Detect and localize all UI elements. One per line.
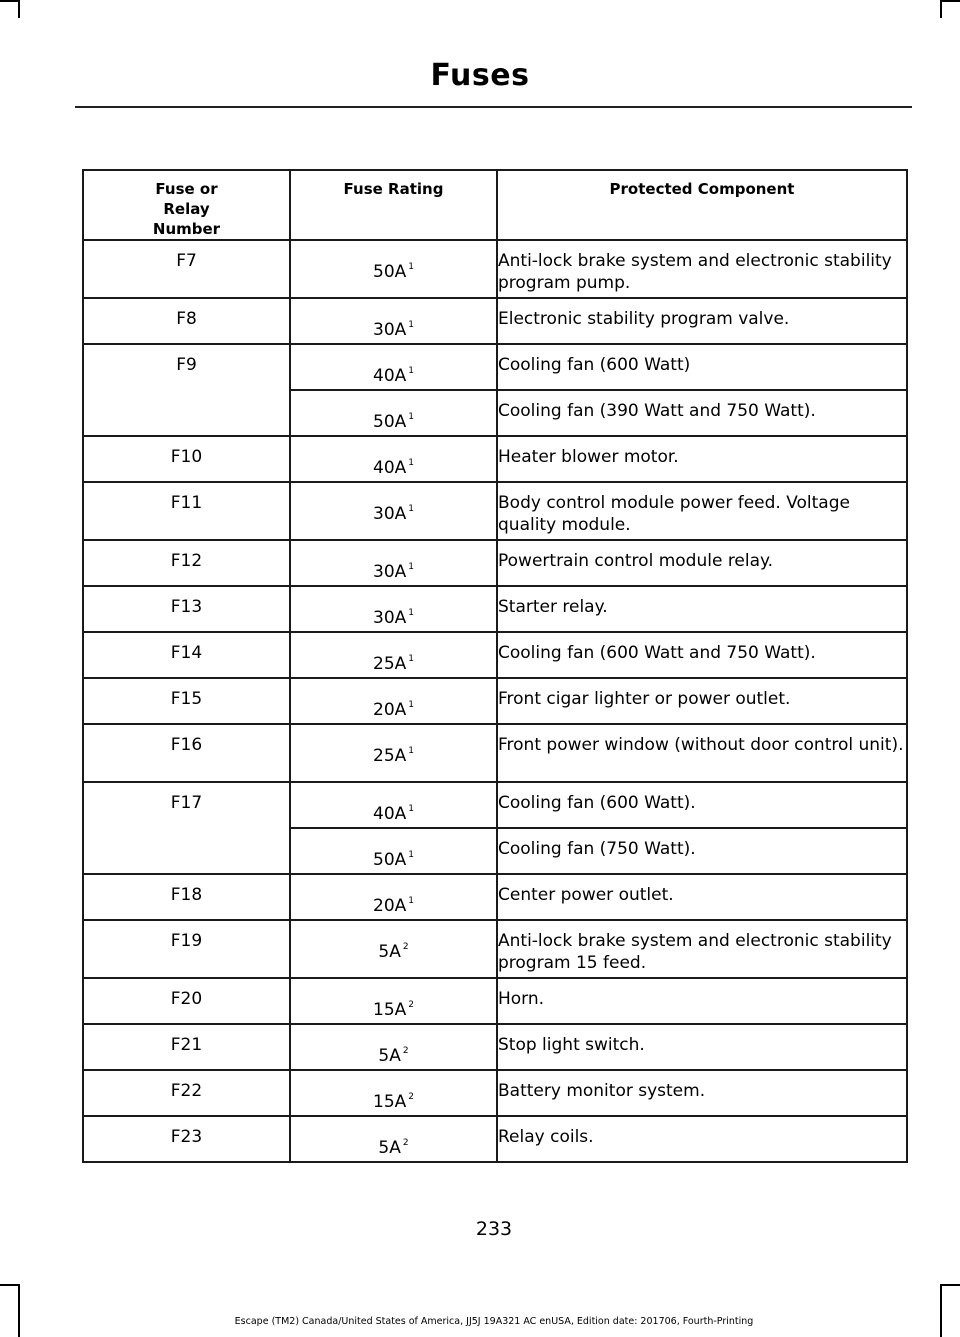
fuse-number-cell	[83, 344, 290, 436]
protected-component-cell	[497, 1024, 907, 1070]
table-row	[83, 1070, 907, 1116]
fuse-table	[82, 169, 908, 1163]
footnote-marker: 1	[408, 746, 414, 756]
fuse-rating: 40A	[373, 366, 407, 386]
fuse-number: F9	[176, 355, 197, 375]
protected-component-cell	[497, 874, 907, 920]
footnote-marker: 2	[408, 1000, 414, 1010]
fuse-rating: 50A	[373, 262, 407, 282]
footnote-marker: 1	[408, 504, 414, 514]
crop-mark	[940, 1284, 942, 1337]
crop-mark	[942, 1284, 960, 1286]
fuse-rating: 20A	[373, 700, 407, 720]
table-row	[83, 482, 907, 540]
crop-mark	[942, 0, 960, 2]
crop-mark	[0, 0, 18, 2]
page-number: 233	[475, 1218, 513, 1240]
table-row	[83, 1116, 907, 1162]
fuse-rating: 40A	[373, 458, 407, 478]
page-title: Fuses	[430, 58, 530, 93]
fuse-number: F15	[170, 689, 203, 709]
fuse-rating: 50A	[373, 412, 407, 432]
fuse-number: F7	[176, 251, 197, 271]
fuse-number: F22	[170, 1081, 203, 1101]
fuse-number-cell	[83, 632, 290, 678]
protected-component-cell	[497, 782, 907, 828]
footnote-marker: 1	[408, 320, 414, 330]
protected-component-cell	[497, 724, 907, 782]
protected-component-cell	[497, 344, 907, 390]
protected-component: Horn.	[498, 989, 545, 1009]
protected-component-cell	[497, 1116, 907, 1162]
fuse-rating: 30A	[373, 562, 407, 582]
table-row	[83, 344, 907, 390]
fuse-number: F8	[176, 309, 197, 329]
fuse-number: F18	[170, 885, 203, 905]
fuse-rating: 30A	[373, 608, 407, 628]
protected-component: Cooling fan (600 Watt and 750 Watt).	[498, 643, 816, 663]
fuse-number: F14	[170, 643, 203, 663]
table-row	[83, 724, 907, 782]
title-divider	[75, 106, 912, 108]
crop-mark	[0, 1284, 18, 1286]
protected-component: Battery monitor system.	[498, 1081, 706, 1101]
footer-edition-info: Escape (TM2) Canada/United States of America, JJ5J 19A321 AC enUSA, Edition date: 201706, Fourth-Printing	[234, 1316, 754, 1327]
fuse-number: F20	[170, 989, 203, 1009]
table-row	[83, 586, 907, 632]
fuse-number: F12	[170, 551, 203, 571]
fuse-rating: 15A	[373, 1092, 407, 1112]
protected-component: Cooling fan (600 Watt)	[498, 355, 691, 375]
fuse-rating: 30A	[373, 504, 407, 524]
table-row	[83, 298, 907, 344]
fuse-rating-cell	[290, 390, 497, 436]
footnote-marker: 2	[402, 1138, 409, 1148]
footnote-marker: 2	[402, 942, 409, 952]
table-row	[83, 678, 907, 724]
protected-component-cell	[497, 632, 907, 678]
fuse-number-cell	[83, 540, 290, 586]
fuse-rating-cell	[290, 240, 497, 298]
crop-mark	[940, 0, 942, 18]
protected-component: Powertrain control module relay.	[498, 551, 774, 571]
protected-component-cell	[497, 540, 907, 586]
fuse-rating-cell	[290, 1116, 497, 1162]
table-row	[83, 782, 907, 828]
fuse-rating: 15A	[373, 1000, 407, 1020]
footnote-marker: 1	[408, 654, 414, 664]
table-row	[83, 240, 907, 298]
protected-component: Body control module power feed. Voltage quality module.	[498, 493, 850, 535]
fuse-number-cell	[83, 240, 290, 298]
fuse-rating: 30A	[373, 320, 407, 340]
table-row	[83, 874, 907, 920]
fuse-number: F19	[170, 931, 203, 951]
fuse-rating: 5A	[378, 1046, 401, 1066]
protected-component: Heater blower motor.	[498, 447, 679, 467]
fuse-rating: 20A	[373, 896, 407, 916]
fuse-rating-cell	[290, 540, 497, 586]
fuse-number: F17	[170, 793, 203, 813]
footnote-marker: 1	[408, 562, 414, 572]
protected-component-cell	[497, 828, 907, 874]
table-header-row	[83, 170, 907, 240]
footnote-marker: 1	[408, 608, 414, 618]
fuse-rating: 40A	[373, 804, 407, 824]
table-row	[83, 1024, 907, 1070]
fuse-number-cell	[83, 678, 290, 724]
footnote-marker: 1	[408, 896, 414, 906]
protected-component-cell	[497, 436, 907, 482]
fuse-number: F21	[170, 1035, 203, 1055]
protected-component: Starter relay.	[498, 597, 608, 617]
fuse-number-cell	[83, 874, 290, 920]
protected-component: Anti-lock brake system and electronic stability program pump.	[498, 251, 892, 293]
table-row	[83, 920, 907, 978]
protected-component-cell	[497, 240, 907, 298]
fuse-number-cell	[83, 1070, 290, 1116]
footnote-marker: 1	[408, 804, 414, 814]
footnote-marker: 1	[408, 412, 414, 422]
protected-component: Stop light switch.	[498, 1035, 645, 1055]
fuse-rating-cell	[290, 482, 497, 540]
fuse-number-cell	[83, 978, 290, 1024]
footnote-marker: 1	[408, 700, 414, 710]
header-fuse-number: Fuse or Relay Number	[83, 170, 290, 240]
fuse-number-cell	[83, 724, 290, 782]
fuse-rating: 50A	[373, 850, 407, 870]
header-fuse-rating: Fuse Rating	[290, 170, 497, 240]
fuse-rating-cell	[290, 436, 497, 482]
protected-component-cell	[497, 298, 907, 344]
protected-component: Relay coils.	[498, 1127, 594, 1147]
fuse-rating-cell	[290, 1024, 497, 1070]
footnote-marker: 1	[408, 262, 414, 272]
protected-component-cell	[497, 678, 907, 724]
fuse-rating-cell	[290, 978, 497, 1024]
fuse-rating: 25A	[373, 654, 407, 674]
footnote-marker: 1	[408, 366, 414, 376]
table-row	[83, 978, 907, 1024]
fuse-rating-cell	[290, 724, 497, 782]
fuse-rating-cell	[290, 874, 497, 920]
protected-component: Cooling fan (600 Watt).	[498, 793, 696, 813]
fuse-table-body	[83, 240, 907, 1162]
fuse-number-cell	[83, 1116, 290, 1162]
fuse-number-cell	[83, 586, 290, 632]
protected-component: Front power window (without door control unit).	[498, 735, 904, 755]
fuse-number-cell	[83, 920, 290, 978]
fuse-number: F23	[170, 1127, 203, 1147]
footnote-marker: 1	[408, 850, 414, 860]
protected-component-cell	[497, 586, 907, 632]
header-protected-component: Protected Component	[497, 170, 907, 240]
fuse-number-cell	[83, 1024, 290, 1070]
footnote-marker: 2	[402, 1046, 409, 1056]
crop-mark	[18, 1284, 20, 1337]
fuse-rating-cell	[290, 344, 497, 390]
fuse-number: F13	[170, 597, 203, 617]
protected-component: Center power outlet.	[498, 885, 674, 905]
fuse-rating-cell	[290, 828, 497, 874]
protected-component: Front cigar lighter or power outlet.	[498, 689, 791, 709]
fuse-rating-cell	[290, 586, 497, 632]
fuse-rating-cell	[290, 678, 497, 724]
fuse-rating: 5A	[378, 942, 401, 962]
fuse-number-cell	[83, 298, 290, 344]
table-row	[83, 436, 907, 482]
fuse-number: F16	[170, 735, 203, 755]
fuse-rating-cell	[290, 782, 497, 828]
fuse-number-cell	[83, 482, 290, 540]
protected-component-cell	[497, 390, 907, 436]
fuse-rating-cell	[290, 632, 497, 678]
fuse-rating-cell	[290, 298, 497, 344]
protected-component: Cooling fan (390 Watt and 750 Watt).	[498, 401, 816, 421]
footnote-marker: 2	[408, 1092, 414, 1102]
fuse-rating-cell	[290, 920, 497, 978]
fuse-number: F10	[170, 447, 203, 467]
protected-component-cell	[497, 1070, 907, 1116]
protected-component: Electronic stability program valve.	[498, 309, 790, 329]
protected-component: Anti-lock brake system and electronic stability program 15 feed.	[498, 931, 892, 973]
footnote-marker: 1	[408, 458, 414, 468]
protected-component-cell	[497, 920, 907, 978]
crop-mark	[18, 0, 20, 18]
fuse-number-cell	[83, 436, 290, 482]
fuse-number-cell	[83, 782, 290, 874]
protected-component-cell	[497, 978, 907, 1024]
protected-component-cell	[497, 482, 907, 540]
fuse-rating-cell	[290, 1070, 497, 1116]
fuse-rating: 5A	[378, 1138, 401, 1158]
fuse-rating: 25A	[373, 746, 407, 766]
fuse-number: F11	[170, 493, 203, 513]
table-row	[83, 540, 907, 586]
table-row	[83, 632, 907, 678]
protected-component: Cooling fan (750 Watt).	[498, 839, 696, 859]
